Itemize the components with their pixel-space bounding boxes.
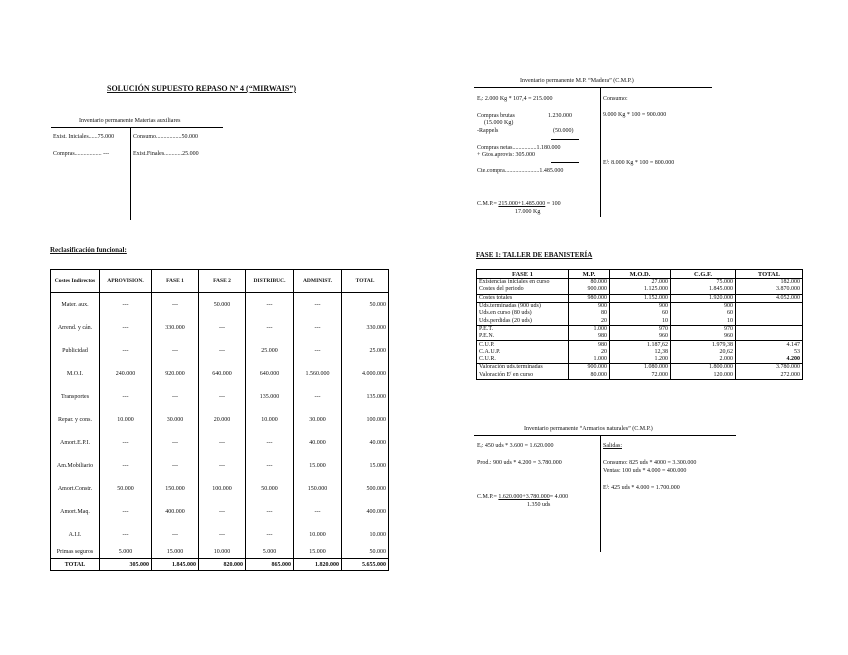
wood-subtotal-line <box>551 139 579 140</box>
reclas-row <box>51 362 389 385</box>
furniture-account-title: Inventario permanente “Armarios naturales” (C.M.P.) <box>524 426 653 432</box>
fase1-row <box>477 286 803 294</box>
fase1-title: FASE 1: TALLER DE EBANISTERÍA <box>476 251 593 259</box>
fase1-cell: Valoración uds.terminadas <box>477 364 569 372</box>
fase1-cell: P.E.T. <box>477 325 569 333</box>
furniture-consumo: Consumo: 825 uds * 4000 = 3.300.000 <box>603 460 697 466</box>
wood-rappels-value: (50.000) <box>553 128 574 134</box>
reclas-total-cell: 305.000 <box>100 559 152 571</box>
fase1-header-cell: FASE 1 <box>477 270 569 279</box>
reclas-cell: --- <box>152 523 199 546</box>
fase1-cell: 1.920.000 <box>671 294 736 302</box>
reclas-row <box>51 546 389 559</box>
fase1-cell: 980.000 <box>569 294 610 302</box>
page-title: SOLUCIÓN SUPUESTO REPASO Nº 4 (“MIRWAIS”) <box>107 84 296 93</box>
fase1-row <box>477 310 803 317</box>
fase1-cell: 3.870.000 <box>736 286 803 294</box>
fase1-cell: 1.000 <box>569 356 610 364</box>
fase1-cell: 970 <box>610 325 671 333</box>
fase1-cell: 900.000 <box>569 286 610 294</box>
aux-account-hline <box>51 127 223 128</box>
reclas-row <box>51 431 389 454</box>
wood-subtotal-line-2 <box>551 162 579 163</box>
furniture-account-vline <box>600 435 601 552</box>
fase1-cell <box>736 310 803 317</box>
reclas-row <box>51 385 389 408</box>
reclas-cell: 5.000 <box>246 546 294 559</box>
reclas-cell: 15.000 <box>342 454 389 477</box>
reclas-title: Reclasificación funcional: <box>50 246 127 254</box>
fase1-cell: 1.845.000 <box>671 286 736 294</box>
fase1-cell: 980 <box>569 341 610 349</box>
fase1-cell: 3.780.000 <box>736 364 803 372</box>
reclas-cell: 10.000 <box>342 523 389 546</box>
reclas-cell: 30.000 <box>152 408 199 431</box>
reclas-cell: 30.000 <box>294 408 342 431</box>
aux-compras: Compras.................. --- <box>53 151 110 157</box>
reclas-cell: --- <box>294 339 342 362</box>
reclas-cell: 25.000 <box>342 339 389 362</box>
fase1-cell: 12,38 <box>610 349 671 356</box>
fase1-cell: 27.000 <box>610 279 671 287</box>
furniture-salidas: Salidas: <box>603 443 622 449</box>
fase1-cell: Uds.terminadas (900 uds) <box>477 302 569 310</box>
reclas-cell: --- <box>294 385 342 408</box>
reclas-cell: 50.000 <box>342 293 389 317</box>
wood-cmp-formula: C.M.P.= 215.000+1.485.000 = 100 <box>477 201 561 207</box>
wood-account-hline <box>474 87 712 88</box>
furniture-cmp-formula: C.M.P.= 1.620.000+3.780.000= 4.000 <box>477 494 569 500</box>
reclas-cell: Amort.Maq. <box>51 500 100 523</box>
reclas-header-cell: Costes Indirectos <box>51 270 100 293</box>
wood-compras-brutas: Compras brutas <box>477 113 515 119</box>
fase1-cell: 900.000 <box>569 364 610 372</box>
reclas-cell: 25.000 <box>246 339 294 362</box>
reclas-row <box>51 316 389 339</box>
reclas-total-row <box>51 559 389 571</box>
fase1-cell: 960 <box>671 333 736 341</box>
wood-cmp-denominator: 17.000 Kg <box>515 209 541 215</box>
reclas-row <box>51 293 389 317</box>
fase1-cell: 970 <box>671 325 736 333</box>
aux-consumo: Consumo.................50.000 <box>133 134 199 140</box>
reclas-cell: --- <box>100 523 152 546</box>
reclas-cell: 920.000 <box>152 362 199 385</box>
fase1-cell: 4.200 <box>736 356 803 364</box>
reclas-cell: --- <box>199 523 246 546</box>
reclas-row <box>51 408 389 431</box>
reclas-cell: 15.000 <box>294 546 342 559</box>
reclas-cell: --- <box>152 431 199 454</box>
fase1-cell: 20 <box>569 317 610 325</box>
fase1-cell: 2.000 <box>671 356 736 364</box>
fase1-cell: 53 <box>736 349 803 356</box>
aux-account-title: Inventario permanente Materias auxiliares <box>79 118 181 124</box>
fase1-header-cell: M.O.D. <box>610 270 671 279</box>
furniture-cmp-denominator: 1.350 uds <box>527 502 551 508</box>
reclas-table <box>50 269 389 571</box>
reclas-cell: 640.000 <box>246 362 294 385</box>
reclas-cell: --- <box>100 431 152 454</box>
reclas-cell: Mater. aux. <box>51 293 100 317</box>
reclas-header-cell: FASE 1 <box>152 270 199 293</box>
reclas-cell: 500.000 <box>342 477 389 500</box>
wood-rappels: -Rappels <box>477 128 499 134</box>
fase1-row <box>477 349 803 356</box>
wood-account-vline <box>600 87 601 217</box>
fase1-cell <box>736 302 803 310</box>
reclas-total-cell: 820.000 <box>199 559 246 571</box>
fase1-cell: 60 <box>610 310 671 317</box>
reclas-cell: 5.000 <box>100 546 152 559</box>
fase1-cell: 1.979,38 <box>671 341 736 349</box>
furniture-ei: Eᵢ: 450 uds * 3.600 = 1.620.000 <box>477 443 554 449</box>
fase1-cell: C.A.U.P. <box>477 349 569 356</box>
fase1-cell: Uds.perdidas (20 uds) <box>477 317 569 325</box>
fase1-cell: Costes totales <box>477 294 569 302</box>
aux-account-vline <box>130 127 131 220</box>
reclas-cell: --- <box>199 500 246 523</box>
fase1-header-cell: TOTAL <box>736 270 803 279</box>
reclas-cell: --- <box>246 431 294 454</box>
furniture-account-hline <box>474 435 736 436</box>
reclas-cell: 40.000 <box>342 431 389 454</box>
fase1-cell: 10 <box>671 317 736 325</box>
fase1-cell: 1.152.000 <box>610 294 671 302</box>
wood-consumo-label: Consumo: <box>603 96 628 102</box>
reclas-row <box>51 339 389 362</box>
fase1-cell: 900 <box>671 302 736 310</box>
reclas-cell: 400.000 <box>152 500 199 523</box>
wood-coste-compra: Cte.compra.......................1.485.000 <box>477 168 564 174</box>
reclas-cell: 10.000 <box>100 408 152 431</box>
reclas-cell: Arrend. y cán. <box>51 316 100 339</box>
reclas-cell: 15.000 <box>294 454 342 477</box>
reclas-cell: --- <box>199 316 246 339</box>
reclas-cell: 10.000 <box>199 546 246 559</box>
reclas-cell: --- <box>100 385 152 408</box>
fase1-cell: 75.000 <box>671 279 736 287</box>
reclas-cell: --- <box>152 339 199 362</box>
fase1-cell: 1.080.000 <box>610 364 671 372</box>
fase1-cell: 20 <box>569 349 610 356</box>
fase1-cell: 20,62 <box>671 349 736 356</box>
fase1-cell: 1.200 <box>610 356 671 364</box>
fase1-cell: 72.000 <box>610 372 671 380</box>
fase1-cell: 980 <box>569 333 610 341</box>
fase1-cell: 960 <box>610 333 671 341</box>
fase1-cell: 80.000 <box>569 372 610 380</box>
reclas-cell: M.O.I. <box>51 362 100 385</box>
fase1-cell: 4.052.000 <box>736 294 803 302</box>
reclas-cell: --- <box>246 454 294 477</box>
reclas-cell: --- <box>100 339 152 362</box>
reclas-cell: --- <box>100 454 152 477</box>
reclas-cell: --- <box>199 339 246 362</box>
fase1-row <box>477 279 803 287</box>
reclas-cell: 50.000 <box>246 477 294 500</box>
furniture-ventas: Ventas: 100 uds * 4.000 = 400.000 <box>603 468 687 474</box>
reclas-cell: 50.000 <box>199 293 246 317</box>
fase1-cell: Existencias iniciales en curso <box>477 279 569 287</box>
fase1-row <box>477 341 803 349</box>
reclas-header-cell: FASE 2 <box>199 270 246 293</box>
fase1-cell: C.U.R. <box>477 356 569 364</box>
reclas-total-cell: TOTAL <box>51 559 100 571</box>
fase1-cell <box>736 333 803 341</box>
reclas-cell: --- <box>152 293 199 317</box>
reclas-cell: --- <box>246 293 294 317</box>
reclas-total-cell: 5.655.000 <box>342 559 389 571</box>
fase1-cell <box>736 317 803 325</box>
reclas-total-cell: 1.820.000 <box>294 559 342 571</box>
reclas-cell: --- <box>294 500 342 523</box>
wood-consumo-value: 9.000 Kg * 100 = 900.000 <box>603 112 667 118</box>
fase1-table <box>476 269 803 380</box>
reclas-cell: 40.000 <box>294 431 342 454</box>
reclas-cell: --- <box>199 385 246 408</box>
reclas-cell: 1.560.000 <box>294 362 342 385</box>
reclas-cell: 50.000 <box>342 546 389 559</box>
fase1-cell: 60 <box>671 310 736 317</box>
reclas-cell: 10.000 <box>294 523 342 546</box>
fase1-cell: Valoración Eᶠ en curso <box>477 372 569 380</box>
fase1-cell: 80.000 <box>569 279 610 287</box>
reclas-cell: A.I.I. <box>51 523 100 546</box>
aux-exist-finales: Exist.Finales............25.000 <box>133 151 199 157</box>
reclas-cell: 50.000 <box>100 477 152 500</box>
fase1-cell: Uds.en curso (80 uds) <box>477 310 569 317</box>
reclas-cell: --- <box>294 316 342 339</box>
reclas-cell: Publicidad <box>51 339 100 362</box>
wood-gastos-aprovis: + Gtos.aprovis: 305.000 <box>477 152 536 158</box>
fase1-cell: 80 <box>569 310 610 317</box>
reclas-cell: --- <box>152 385 199 408</box>
reclas-cell: --- <box>100 500 152 523</box>
reclas-row <box>51 477 389 500</box>
fase1-cell: 182.000 <box>736 279 803 287</box>
reclas-cell: --- <box>100 293 152 317</box>
wood-compras-netas: Compras netas................1.180.000 <box>477 145 561 151</box>
aux-exist-iniciales: Exist. Iniciales......75.000 <box>53 134 115 140</box>
reclas-cell: Repar. y cons. <box>51 408 100 431</box>
wood-compras-brutas-value: 1.230.000 <box>548 113 572 119</box>
fase1-cell: 120.000 <box>671 372 736 380</box>
reclas-header-cell: DISTRIBUC. <box>246 270 294 293</box>
reclas-cell: Am.Mobiliario <box>51 454 100 477</box>
reclas-cell: Amort.E.P.I. <box>51 431 100 454</box>
reclas-row <box>51 454 389 477</box>
reclas-cell: --- <box>152 454 199 477</box>
reclas-cell: 400.000 <box>342 500 389 523</box>
fase1-header-cell: C.G.F. <box>671 270 736 279</box>
fase1-header-cell: M.P. <box>569 270 610 279</box>
fase1-cell: 4.147 <box>736 341 803 349</box>
reclas-cell: 10.000 <box>246 408 294 431</box>
furniture-prod: Prod.: 900 uds * 4.200 = 3.780.000 <box>477 460 562 466</box>
furniture-ef: Eᶠ: 425 uds * 4.000 = 1.700.000 <box>603 485 680 491</box>
fase1-cell: 10 <box>610 317 671 325</box>
reclas-cell: 150.000 <box>152 477 199 500</box>
reclas-cell: --- <box>246 316 294 339</box>
wood-compras-kg: (15.000 Kg) <box>484 120 514 126</box>
reclas-header-cell: TOTAL <box>342 270 389 293</box>
fase1-cell: Costes del periodo <box>477 286 569 294</box>
reclas-cell: 4.000.000 <box>342 362 389 385</box>
reclas-cell: 150.000 <box>294 477 342 500</box>
reclas-cell: 135.000 <box>342 385 389 408</box>
fase1-cell: 1.125.000 <box>610 286 671 294</box>
fase1-row <box>477 333 803 341</box>
reclas-cell: --- <box>294 293 342 317</box>
reclas-cell: 15.000 <box>152 546 199 559</box>
fase1-cell: 900 <box>569 302 610 310</box>
reclas-cell: Amort.Constr. <box>51 477 100 500</box>
fase1-row <box>477 364 803 372</box>
fase1-row <box>477 294 803 302</box>
reclas-cell: --- <box>100 316 152 339</box>
reclas-cell: --- <box>199 431 246 454</box>
reclas-row <box>51 500 389 523</box>
reclas-cell: 240.000 <box>100 362 152 385</box>
fase1-cell: 272.000 <box>736 372 803 380</box>
reclas-cell: --- <box>246 500 294 523</box>
fase1-row <box>477 317 803 325</box>
fase1-cell: C.U.P. <box>477 341 569 349</box>
reclas-cell: --- <box>246 523 294 546</box>
fase1-cell: 900 <box>610 302 671 310</box>
fase1-cell <box>736 325 803 333</box>
wood-account-title: Inventario permanente M.P. “Madera” (C.M.P.) <box>520 78 634 84</box>
reclas-cell: 100.000 <box>342 408 389 431</box>
fase1-cell: P.E.N. <box>477 333 569 341</box>
fase1-cell: 1.000 <box>569 325 610 333</box>
wood-ei: Eᵢ: 2.000 Kg * 107,4 = 215.000 <box>477 96 553 102</box>
fase1-row <box>477 356 803 364</box>
reclas-cell: 100.000 <box>199 477 246 500</box>
reclas-total-cell: 1.845.000 <box>152 559 199 571</box>
fase1-row <box>477 325 803 333</box>
reclas-cell: 330.000 <box>342 316 389 339</box>
reclas-cell: --- <box>199 454 246 477</box>
reclas-cell: 640.000 <box>199 362 246 385</box>
reclas-row <box>51 523 389 546</box>
reclas-cell: Transportes <box>51 385 100 408</box>
reclas-header-cell: ADMINIST. <box>294 270 342 293</box>
reclas-cell: 330.000 <box>152 316 199 339</box>
wood-ef: Eᶠ: 8.000 Kg * 100 = 800.000 <box>603 160 675 166</box>
reclas-total-cell: 865.000 <box>246 559 294 571</box>
fase1-cell: 1.800.000 <box>671 364 736 372</box>
reclas-header-cell: APROVISION. <box>100 270 152 293</box>
fase1-cell: 1.187,62 <box>610 341 671 349</box>
reclas-cell: 20.000 <box>199 408 246 431</box>
reclas-cell: Primas seguros <box>51 546 100 559</box>
fase1-row <box>477 372 803 380</box>
reclas-cell: 135.000 <box>246 385 294 408</box>
